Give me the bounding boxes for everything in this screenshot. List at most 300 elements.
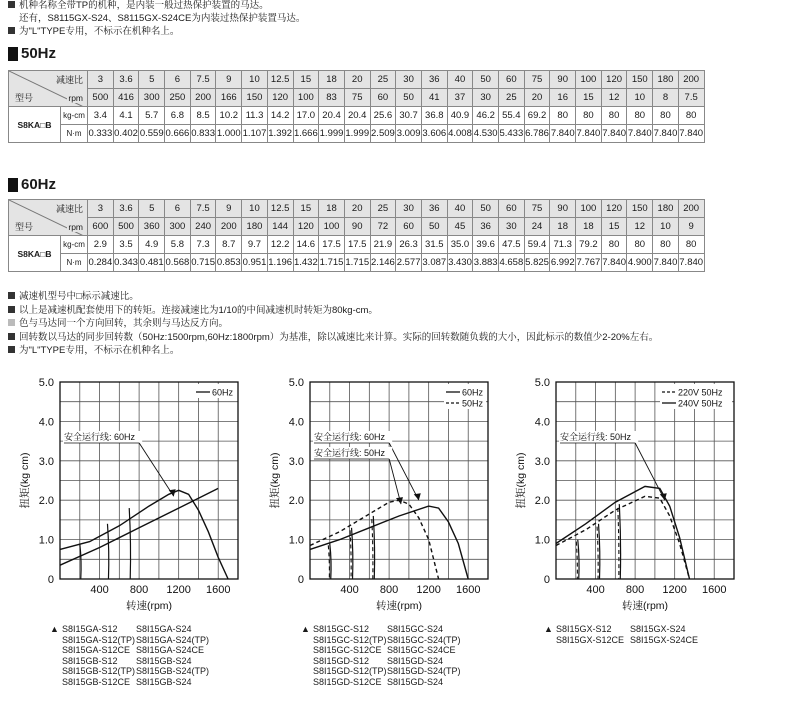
chart-svg (508, 372, 753, 620)
model-row (62, 666, 209, 677)
ratio-cell: 75 (524, 200, 550, 218)
rpm-cell: 30 (499, 218, 525, 236)
y-tick-label: 0 (543, 574, 550, 586)
rpm-cell: 100 (319, 218, 345, 236)
ratio-header-label: 减速比 (55, 204, 83, 214)
nm-cell: 1.999 (319, 125, 345, 143)
rpm-cell: 60 (396, 218, 422, 236)
kgcm-cell: 80 (653, 236, 679, 254)
ratio-cell: 180 (653, 200, 679, 218)
rpm-unit-label: rpm (68, 93, 83, 103)
y-tick-label: 0 (47, 574, 54, 586)
ratio-cell: 36 (421, 200, 447, 218)
chart-svg (262, 372, 510, 620)
header-diagonal-cell (9, 71, 88, 107)
x-tick-label: 1200 (166, 584, 191, 596)
kgcm-cell: 30.7 (396, 107, 422, 125)
triangle-marker-icon: ▲ (50, 624, 59, 634)
y-tick-label: 1.0 (288, 534, 304, 547)
drop-curve (129, 508, 130, 579)
nm-cell: 3.883 (473, 254, 499, 272)
model-name: S8I15GC-S12(TP) (313, 634, 387, 645)
model-name: S8I15GB-S24 (136, 676, 192, 687)
header-diagonal-cell (9, 200, 88, 236)
ratio-cell: 7.5 (190, 71, 216, 89)
annotation-label: 安全运行线: 60Hz (64, 432, 136, 442)
kgcm-cell: 31.5 (421, 236, 447, 254)
top-note-1-text: 机种名称全带TP的机种，是内装一般过热保护装置的马达。 (19, 0, 269, 11)
model-name: S8I15GC-S24 (387, 624, 444, 634)
ratio-cell: 50 (473, 71, 499, 89)
kgcm-cell: 80 (627, 107, 653, 125)
model-row (62, 677, 209, 688)
model-row (313, 666, 461, 677)
model-row (313, 645, 461, 656)
rpm-cell: 37 (447, 89, 473, 107)
section-block-icon (8, 47, 18, 61)
nm-cell: 1.666 (293, 125, 319, 143)
legend-label: 220V 50Hz (678, 387, 723, 398)
model-name: S8I15GD-S12CE (313, 676, 382, 687)
bottom-note-text: 色与马达同一个方向回转，其余则与马达反方向。 (19, 318, 229, 329)
drop-curve-dashed (618, 508, 619, 579)
x-tick-label: 800 (379, 584, 399, 596)
rpm-cell: 120 (267, 89, 293, 107)
model-row (301, 624, 461, 635)
ratio-header-label: 减速比 (55, 75, 83, 85)
x-tick-label: 1200 (416, 584, 441, 596)
drop-curve-dashed (350, 530, 351, 579)
nm-cell: 0.833 (190, 125, 216, 143)
rpm-cell: 15 (576, 89, 602, 107)
nm-cell: 5.825 (524, 254, 550, 272)
nm-cell: 7.840 (550, 125, 576, 143)
model-row (313, 656, 461, 667)
legend (660, 384, 732, 409)
model-header-label: 型号 (15, 93, 34, 103)
rpm-cell: 120 (293, 218, 319, 236)
rpm-cell: 90 (344, 218, 370, 236)
nm-cell: 1.999 (344, 125, 370, 143)
ratio-cell: 6 (165, 71, 191, 89)
nm-cell: 7.840 (601, 125, 627, 143)
kgcm-cell: 80 (601, 236, 627, 254)
rpm-cell: 75 (344, 89, 370, 107)
section-title-60hz (8, 176, 56, 193)
x-tick-label: 1200 (662, 584, 687, 596)
x-tick-label: 400 (90, 584, 109, 596)
nm-unit-cell: N·m (61, 125, 88, 143)
nm-cell: 3.087 (421, 254, 447, 272)
rpm-cell: 250 (165, 89, 191, 107)
nm-cell: 0.715 (190, 254, 216, 272)
ratio-cell: 40 (447, 71, 473, 89)
model-name: S8I15GB-S12(TP) (62, 666, 136, 676)
ratio-cell: 18 (319, 71, 345, 89)
model-name: S8I15GA-S24(TP) (136, 634, 210, 645)
rpm-cell: 60 (370, 89, 396, 107)
model-name: S8I15GA-S24CE (136, 645, 205, 655)
ratio-cell: 200 (678, 71, 704, 89)
ratio-cell: 10 (242, 200, 268, 218)
nm-cell: 1.432 (293, 254, 319, 272)
y-tick-label: 4.0 (534, 416, 550, 429)
rpm-cell: 144 (267, 218, 293, 236)
bottom-note (8, 291, 139, 302)
y-tick-label: 3.0 (534, 455, 550, 468)
bottom-note (8, 345, 179, 356)
kgcm-cell: 17.0 (293, 107, 319, 125)
rpm-cell: 36 (473, 218, 499, 236)
kgcm-unit-cell: kg-cm (61, 107, 88, 125)
model-name: S8I15GX-S24CE (630, 634, 699, 645)
model-name: S8I15GD-S24 (387, 676, 444, 687)
nm-row (9, 254, 705, 272)
annotation-arrow-icon (169, 489, 176, 496)
drop-curve (352, 528, 353, 579)
triangle-marker-icon: ▲ (544, 624, 553, 634)
nm-cell: 7.767 (576, 254, 602, 272)
annotation-label: 安全运行线: 50Hz (560, 432, 632, 442)
grid (556, 382, 734, 579)
x-tick-label: 800 (625, 584, 645, 596)
ratio-cell: 150 (627, 71, 653, 89)
nm-cell: 6.786 (524, 125, 550, 143)
legend-label: 60Hz (462, 387, 484, 398)
kgcm-cell: 14.6 (293, 236, 319, 254)
legend-label: 240V 50Hz (678, 398, 723, 409)
x-axis-label: 转速(rpm) (125, 600, 173, 612)
kgcm-cell: 47.5 (499, 236, 525, 254)
kgcm-cell: 3.4 (88, 107, 114, 125)
ratio-cell: 20 (344, 71, 370, 89)
annotation-leader (389, 443, 419, 500)
y-tick-label: 3.0 (38, 455, 54, 468)
x-tick-label: 1600 (701, 584, 727, 596)
nm-cell: 6.992 (550, 254, 576, 272)
nm-cell: 7.840 (601, 254, 627, 272)
rpm-row (9, 218, 705, 236)
rpm-unit-label: rpm (68, 222, 83, 232)
x-axis-label: 转速(rpm) (375, 600, 423, 612)
kgcm-cell: 80 (550, 107, 576, 125)
ratio-cell: 36 (421, 71, 447, 89)
nm-cell: 0.333 (88, 125, 114, 143)
kgcm-cell: 46.2 (473, 107, 499, 125)
kgcm-cell: 11.3 (242, 107, 268, 125)
model-list-2 (301, 624, 461, 687)
kgcm-cell: 5.8 (165, 236, 191, 254)
nm-cell: 4.900 (627, 254, 653, 272)
ratio-cell: 9 (216, 71, 242, 89)
rpm-cell: 12 (627, 218, 653, 236)
kgcm-row (9, 107, 705, 125)
nm-cell: 0.284 (88, 254, 114, 272)
y-axis-label: 扭矩(kg cm) (269, 452, 281, 509)
ratio-cell: 180 (653, 71, 679, 89)
y-tick-label: 4.0 (38, 416, 54, 429)
top-note-1 (8, 0, 269, 11)
kgcm-cell: 17.5 (344, 236, 370, 254)
rpm-row (9, 89, 705, 107)
legend-label: 60Hz (212, 387, 234, 398)
ratio-cell: 75 (524, 71, 550, 89)
spec-table-60hz (8, 199, 705, 272)
kgcm-cell: 26.3 (396, 236, 422, 254)
annotation-label: 安全运行线: 50Hz (314, 448, 386, 458)
kgcm-cell: 4.1 (113, 107, 139, 125)
rpm-cell: 15 (601, 218, 627, 236)
y-tick-label: 5.0 (38, 377, 54, 389)
nm-cell: 0.481 (139, 254, 165, 272)
grid (60, 382, 238, 579)
annotation-leader (389, 459, 401, 504)
model-name: S8I15GC-S12CE (313, 645, 382, 655)
rpm-cell: 16 (550, 89, 576, 107)
annotation-arrow-icon (414, 493, 421, 500)
section-title-50hz (8, 45, 56, 62)
rpm-cell: 300 (165, 218, 191, 236)
nm-cell: 0.853 (216, 254, 242, 272)
x-tick-label: 800 (129, 584, 149, 596)
nm-cell: 2.509 (370, 125, 396, 143)
ratio-cell: 50 (473, 200, 499, 218)
kgcm-cell: 35.0 (447, 236, 473, 254)
nm-cell: 7.840 (678, 254, 704, 272)
torque-chart-3 (508, 372, 753, 620)
rpm-cell: 180 (242, 218, 268, 236)
kgcm-cell: 80 (653, 107, 679, 125)
model-row (62, 645, 209, 656)
ratio-cell: 200 (678, 200, 704, 218)
model-name: S8I15GC-S24CE (387, 645, 456, 655)
ratio-cell: 3.6 (113, 200, 139, 218)
kgcm-cell: 7.3 (190, 236, 216, 254)
ratio-cell: 30 (396, 200, 422, 218)
model-name: S8I15GX-S24 (630, 624, 686, 634)
y-tick-label: 1.0 (38, 534, 54, 547)
bullet-square-icon (8, 333, 15, 340)
model-header-label: 型号 (15, 222, 34, 232)
torque-chart-1 (12, 372, 257, 620)
model-name: S8I15GA-S12(TP) (62, 634, 136, 645)
model-name: S8I15GB-S12 (62, 655, 118, 666)
model-name: S8I15GA-S12CE (62, 645, 131, 655)
annotation-leader (635, 443, 665, 500)
legend (194, 384, 236, 398)
ratio-cell: 90 (550, 200, 576, 218)
kgcm-cell: 71.3 (550, 236, 576, 254)
rpm-cell: 10 (627, 89, 653, 107)
rpm-cell: 12 (601, 89, 627, 107)
x-tick-label: 1600 (205, 584, 231, 596)
ratio-cell: 12.5 (267, 200, 293, 218)
kgcm-cell: 55.4 (499, 107, 525, 125)
kgcm-cell: 80 (601, 107, 627, 125)
kgcm-cell: 40.9 (447, 107, 473, 125)
torque-chart-2 (262, 372, 510, 620)
model-list-3 (544, 624, 699, 645)
bullet-square-icon (8, 346, 15, 353)
series-line (60, 490, 228, 579)
model-row (556, 635, 698, 646)
nm-cell: 0.951 (242, 254, 268, 272)
nm-cell: 7.840 (653, 125, 679, 143)
y-tick-label: 2.0 (288, 495, 304, 508)
nm-cell: 0.666 (165, 125, 191, 143)
kgcm-cell: 80 (678, 236, 704, 254)
rpm-cell: 7.5 (678, 89, 704, 107)
rpm-cell: 83 (319, 89, 345, 107)
kgcm-cell: 20.4 (319, 107, 345, 125)
ratio-cell: 15 (293, 200, 319, 218)
rpm-cell: 416 (113, 89, 139, 107)
y-tick-label: 4.0 (288, 416, 304, 429)
kgcm-cell: 79.2 (576, 236, 602, 254)
model-name-cell: S8KA□B (9, 236, 61, 272)
legend-label: 50Hz (462, 398, 484, 409)
top-note-3-text: 为"L"TYPE专用，不标示在机种名上。 (19, 26, 180, 37)
kgcm-cell: 8.7 (216, 236, 242, 254)
model-name: S8I15GX-S12 (556, 624, 612, 634)
rpm-cell: 150 (242, 89, 268, 107)
kgcm-cell: 10.2 (216, 107, 242, 125)
ratio-cell: 30 (396, 71, 422, 89)
rpm-cell: 240 (190, 218, 216, 236)
ratio-cell: 150 (627, 200, 653, 218)
x-axis-label: 转速(rpm) (621, 600, 669, 612)
top-note-3 (8, 26, 179, 37)
y-tick-label: 2.0 (38, 495, 54, 508)
ratio-cell: 60 (499, 71, 525, 89)
bullet-square-icon (8, 292, 15, 299)
rpm-cell: 500 (113, 218, 139, 236)
nm-cell: 0.402 (113, 125, 139, 143)
chart-svg (12, 372, 257, 620)
nm-unit-cell: N·m (61, 254, 88, 272)
ratio-cell: 90 (550, 71, 576, 89)
drop-curve (107, 524, 108, 579)
drop-curve-dashed (576, 542, 577, 579)
drop-curve (599, 524, 600, 579)
ratio-cell: 100 (576, 200, 602, 218)
ratio-cell: 3 (88, 71, 114, 89)
annotation-leader (139, 443, 174, 496)
ratio-cell: 120 (601, 71, 627, 89)
model-name: S8I15GD-S24 (387, 655, 444, 666)
y-axis-label: 扭矩(kg cm) (19, 452, 31, 509)
kgcm-cell: 59.4 (524, 236, 550, 254)
model-row (50, 624, 209, 635)
y-axis-label: 扭矩(kg cm) (515, 452, 527, 509)
ratio-cell: 3 (88, 200, 114, 218)
ratio-cell: 6 (165, 200, 191, 218)
ratio-cell: 12.5 (267, 71, 293, 89)
rpm-cell: 50 (421, 218, 447, 236)
kgcm-cell: 8.5 (190, 107, 216, 125)
ratio-cell: 60 (499, 200, 525, 218)
section-block-icon (8, 178, 18, 192)
y-tick-label: 2.0 (534, 495, 550, 508)
rpm-cell: 72 (370, 218, 396, 236)
rpm-cell: 25 (499, 89, 525, 107)
model-name: S8I15GB-S12CE (62, 676, 131, 687)
model-row (544, 624, 698, 635)
kgcm-cell: 5.7 (139, 107, 165, 125)
rpm-cell: 24 (524, 218, 550, 236)
nm-cell: 1.196 (267, 254, 293, 272)
model-row (62, 656, 209, 667)
ratio-cell: 18 (319, 200, 345, 218)
model-name: S8I15GD-S12 (313, 655, 370, 666)
y-tick-label: 5.0 (534, 377, 550, 389)
x-tick-label: 1600 (455, 584, 481, 596)
nm-cell: 3.009 (396, 125, 422, 143)
ratio-row (9, 200, 705, 218)
top-note-2 (19, 13, 305, 24)
model-name-cell: S8KA□B (9, 107, 61, 143)
kgcm-cell: 12.2 (267, 236, 293, 254)
x-tick-label: 400 (340, 584, 359, 596)
model-name: S8I15GX-S12CE (556, 634, 625, 645)
kgcm-cell: 4.9 (139, 236, 165, 254)
nm-cell: 3.430 (447, 254, 473, 272)
x-tick-label: 400 (586, 584, 605, 596)
drop-curve-dashed (597, 527, 598, 579)
rpm-cell: 10 (653, 218, 679, 236)
model-name: S8I15GC-S24(TP) (387, 634, 461, 645)
drop-curve (619, 504, 620, 579)
kgcm-cell: 69.2 (524, 107, 550, 125)
kgcm-row (9, 236, 705, 254)
rpm-cell: 30 (473, 89, 499, 107)
rpm-cell: 100 (293, 89, 319, 107)
ratio-cell: 40 (447, 200, 473, 218)
ratio-cell: 120 (601, 200, 627, 218)
kgcm-cell: 80 (576, 107, 602, 125)
bullet-square-icon (8, 27, 15, 34)
kgcm-unit-cell: kg-cm (61, 236, 88, 254)
y-tick-label: 1.0 (534, 534, 550, 547)
ratio-cell: 15 (293, 71, 319, 89)
nm-cell: 4.008 (447, 125, 473, 143)
kgcm-cell: 2.9 (88, 236, 114, 254)
model-name: S8I15GC-S12 (313, 624, 370, 634)
drop-curve (373, 516, 374, 579)
nm-cell: 1.715 (319, 254, 345, 272)
top-note-2-text: 还有，S8115GX-S24、S8115GX-S24CE为内装过热保护装置马达。 (19, 13, 306, 24)
triangle-marker-icon: ▲ (301, 624, 310, 634)
ratio-cell: 20 (344, 200, 370, 218)
model-row (313, 635, 461, 646)
rpm-cell: 41 (421, 89, 447, 107)
kgcm-cell: 39.6 (473, 236, 499, 254)
kgcm-cell: 20.4 (344, 107, 370, 125)
nm-cell: 7.840 (678, 125, 704, 143)
nm-cell: 1.107 (242, 125, 268, 143)
kgcm-cell: 21.9 (370, 236, 396, 254)
kgcm-cell: 14.2 (267, 107, 293, 125)
bullet-square-icon (8, 319, 15, 326)
model-name: S8I15GB-S24(TP) (136, 666, 210, 676)
section-title-50hz-text: 50Hz (21, 45, 57, 62)
ratio-cell: 9 (216, 200, 242, 218)
nm-cell: 0.568 (165, 254, 191, 272)
nm-row (9, 125, 705, 143)
y-tick-label: 5.0 (288, 377, 304, 389)
bottom-note-text: 减速机型号中□标示减速比。 (19, 291, 139, 302)
ratio-cell: 25 (370, 71, 396, 89)
